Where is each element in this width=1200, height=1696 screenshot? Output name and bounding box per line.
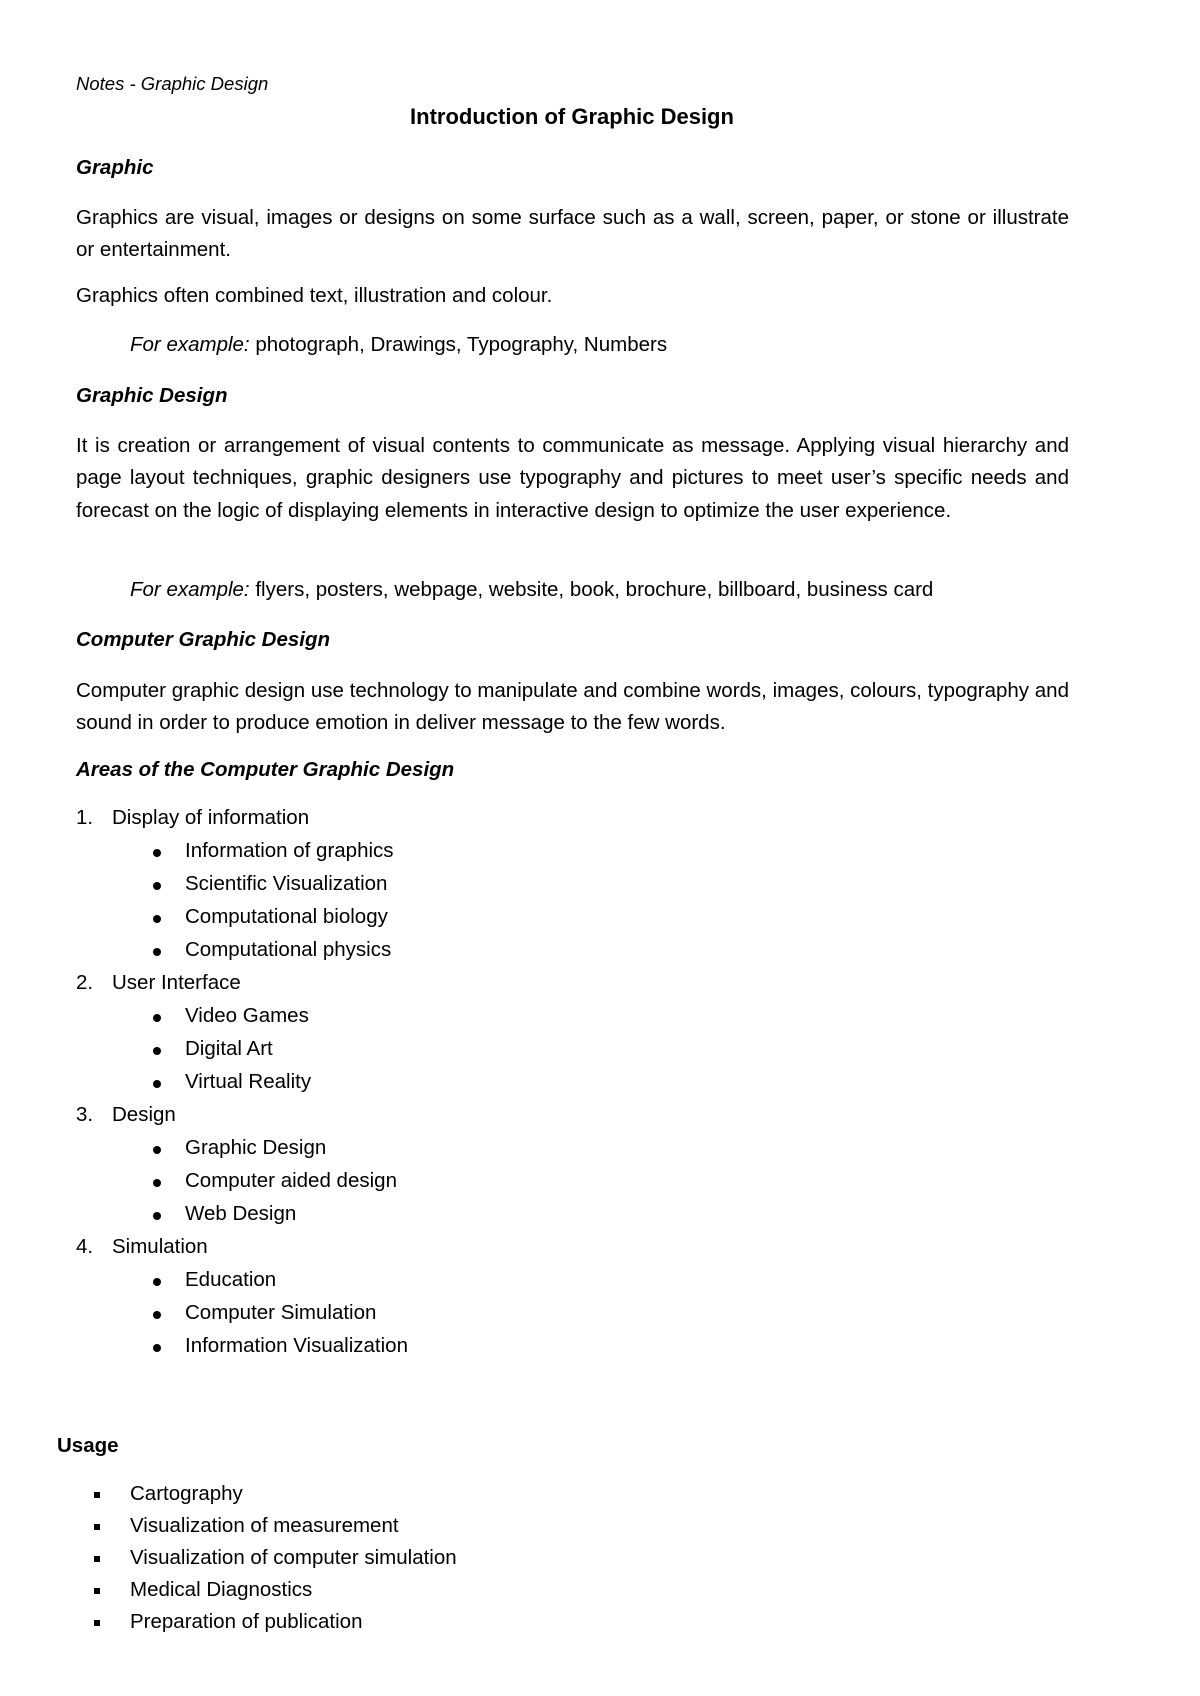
item-number: 2. (76, 971, 94, 994)
item-label: Display of information (112, 806, 310, 829)
square-bullet-icon (94, 1620, 100, 1626)
square-bullet-icon (94, 1588, 100, 1594)
bullet-icon (153, 1278, 161, 1286)
bullet-icon (153, 1047, 161, 1055)
bullet-text: Computer aided design (185, 1169, 397, 1192)
bullet-text: Video Games (185, 1004, 309, 1027)
item-number: 3. (76, 1103, 94, 1126)
example-label: For example: (130, 333, 250, 356)
bullet-icon (153, 948, 161, 956)
numbered-item (76, 971, 241, 995)
graphic-example (130, 333, 667, 357)
heading-areas: Areas of the Computer Graphic Design (76, 758, 455, 781)
numbered-item (76, 1103, 176, 1127)
bullet-text: Digital Art (185, 1037, 273, 1060)
example-label: For example: (130, 578, 250, 601)
item-label: User Interface (112, 971, 241, 994)
graphic-paragraph-1: Graphics are visual, images or designs on some surface such as a wall, screen, paper, or stone or illustrate or entertainment. (76, 206, 1069, 262)
header-note: Notes - Graphic Design (76, 73, 269, 94)
usage-text: Cartography (130, 1482, 243, 1505)
bullet-text: Web Design (185, 1202, 297, 1225)
heading-graphic: Graphic (76, 156, 154, 179)
numbered-item (76, 1235, 208, 1259)
bullet-text: Information Visualization (185, 1334, 408, 1357)
numbered-item (76, 806, 309, 830)
bullet-icon (153, 849, 161, 857)
heading-usage: Usage (57, 1434, 119, 1457)
bullet-icon (153, 1014, 161, 1022)
computer-graphic-design-paragraph: Computer graphic design use technology to manipulate and combine words, images, colours, typography and sound in order to produce emotion in deliver message to the few words. (76, 679, 1069, 735)
bullet-icon (153, 882, 161, 890)
square-bullet-icon (94, 1492, 100, 1498)
bullet-icon (153, 1311, 161, 1319)
usage-text: Visualization of measurement (130, 1514, 399, 1537)
bullet-text: Scientific Visualization (185, 872, 388, 895)
bullet-text: Information of graphics (185, 839, 394, 862)
item-number: 4. (76, 1235, 94, 1258)
bullet-icon (153, 1146, 161, 1154)
graphic-design-paragraph: It is creation or arrangement of visual contents to communicate as message. Applying visual hierarchy and page layout techniques, graphic designers use typography and pictures to meet user’s specific needs and forecast on the logic of displaying elements in interactive design to optimize the user experience. (76, 434, 1069, 522)
square-bullet-icon (94, 1556, 100, 1562)
item-label: Simulation (112, 1235, 208, 1258)
heading-computer-graphic-design: Computer Graphic Design (76, 628, 331, 651)
usage-text: Visualization of computer simulation (130, 1546, 457, 1569)
document-title: Introduction of Graphic Design (410, 104, 734, 129)
bullet-text: Virtual Reality (185, 1070, 312, 1093)
bullet-icon (153, 1179, 161, 1187)
bullet-text: Graphic Design (185, 1136, 327, 1159)
bullet-icon (153, 915, 161, 923)
bullet-icon (153, 1080, 161, 1088)
graphic-paragraph-2: Graphics often combined text, illustration and colour. (76, 284, 553, 307)
bullet-icon (153, 1344, 161, 1352)
heading-graphic-design: Graphic Design (76, 384, 228, 407)
bullet-text: Computer Simulation (185, 1301, 377, 1324)
bullet-text: Education (185, 1268, 277, 1291)
example-text: photograph, Drawings, Typography, Numbers (249, 333, 668, 356)
square-bullet-icon (94, 1524, 100, 1530)
usage-text: Preparation of publication (130, 1610, 363, 1633)
example-text: flyers, posters, webpage, website, book, brochure, billboard, business card (249, 578, 934, 601)
bullet-text: Computational biology (185, 905, 388, 928)
item-number: 1. (76, 806, 94, 829)
graphic-design-example (130, 578, 933, 602)
usage-text: Medical Diagnostics (130, 1578, 313, 1601)
item-label: Design (112, 1103, 176, 1126)
bullet-text: Computational physics (185, 938, 392, 961)
bullet-icon (153, 1212, 161, 1220)
